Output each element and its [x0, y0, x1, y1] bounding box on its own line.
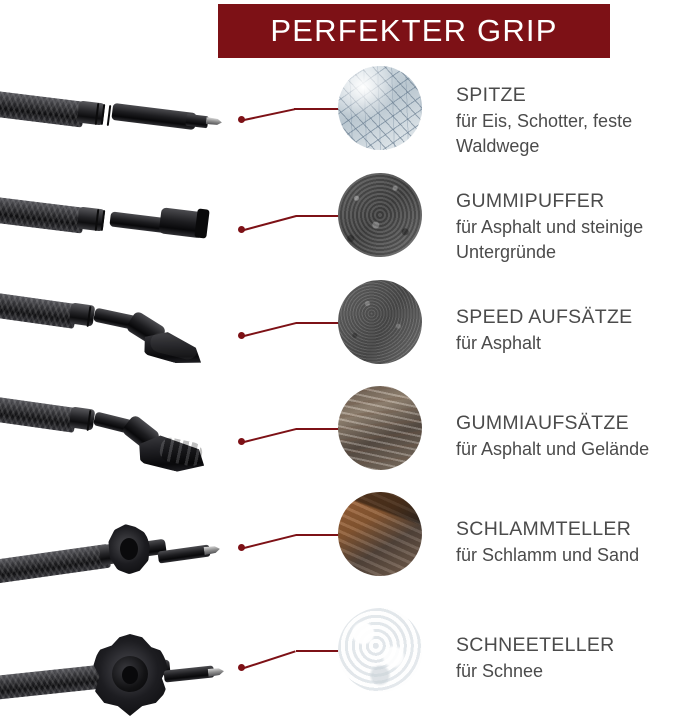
- connector-line: [236, 62, 346, 166]
- connector-line: [236, 592, 346, 696]
- list-item: [0, 274, 682, 378]
- item-text: [456, 412, 682, 462]
- connector-line: [236, 168, 346, 272]
- rock-texture-icon: [338, 386, 422, 470]
- dark-gravel-texture-icon: [338, 173, 422, 257]
- item-title: GUMMIPUFFER: [456, 190, 605, 212]
- list-item: [0, 592, 682, 720]
- item-description: für Schlamm und Sand: [456, 545, 640, 565]
- pole-tip-spike-icon: [0, 62, 250, 166]
- attachment-list: [0, 62, 682, 720]
- asphalt-texture-icon: [338, 280, 422, 364]
- pole-snow-basket-icon: [0, 592, 250, 720]
- mud-texture-icon: [338, 492, 422, 576]
- item-title: SPITZE: [456, 84, 527, 106]
- header-banner: [218, 4, 610, 58]
- item-title: SCHLAMMTELLER: [456, 518, 632, 540]
- item-text: [456, 306, 682, 356]
- pole-rubber-pad-icon: [0, 380, 250, 484]
- item-title: GUMMIAUFSÄTZE: [456, 412, 629, 434]
- list-item: [0, 486, 682, 590]
- item-text: [456, 84, 682, 159]
- item-title: SCHNEETELLER: [456, 634, 615, 656]
- item-text: [456, 518, 682, 568]
- item-description: für Asphalt und steinige Untergründe: [456, 217, 644, 262]
- page-title: PERFEKTER GRIP: [270, 13, 558, 48]
- pole-mud-basket-icon: [0, 486, 250, 590]
- connector-line: [236, 274, 346, 378]
- item-text: [456, 190, 682, 265]
- item-description: für Schnee: [456, 661, 544, 681]
- ice-texture-icon: [338, 66, 422, 150]
- pole-speed-pad-icon: [0, 274, 250, 378]
- connector-line: [236, 380, 346, 484]
- item-description: für Asphalt: [456, 333, 542, 353]
- list-item: [0, 168, 682, 272]
- pole-rubber-buffer-icon: [0, 168, 250, 272]
- connector-line: [236, 486, 346, 590]
- item-text: [456, 634, 682, 684]
- item-description: für Eis, Schotter, feste Waldwege: [456, 111, 633, 156]
- snow-texture-icon: [338, 608, 422, 692]
- item-description: für Asphalt und Gelände: [456, 439, 650, 459]
- list-item: [0, 380, 682, 484]
- item-title: SPEED AUFSÄTZE: [456, 306, 633, 328]
- list-item: [0, 62, 682, 166]
